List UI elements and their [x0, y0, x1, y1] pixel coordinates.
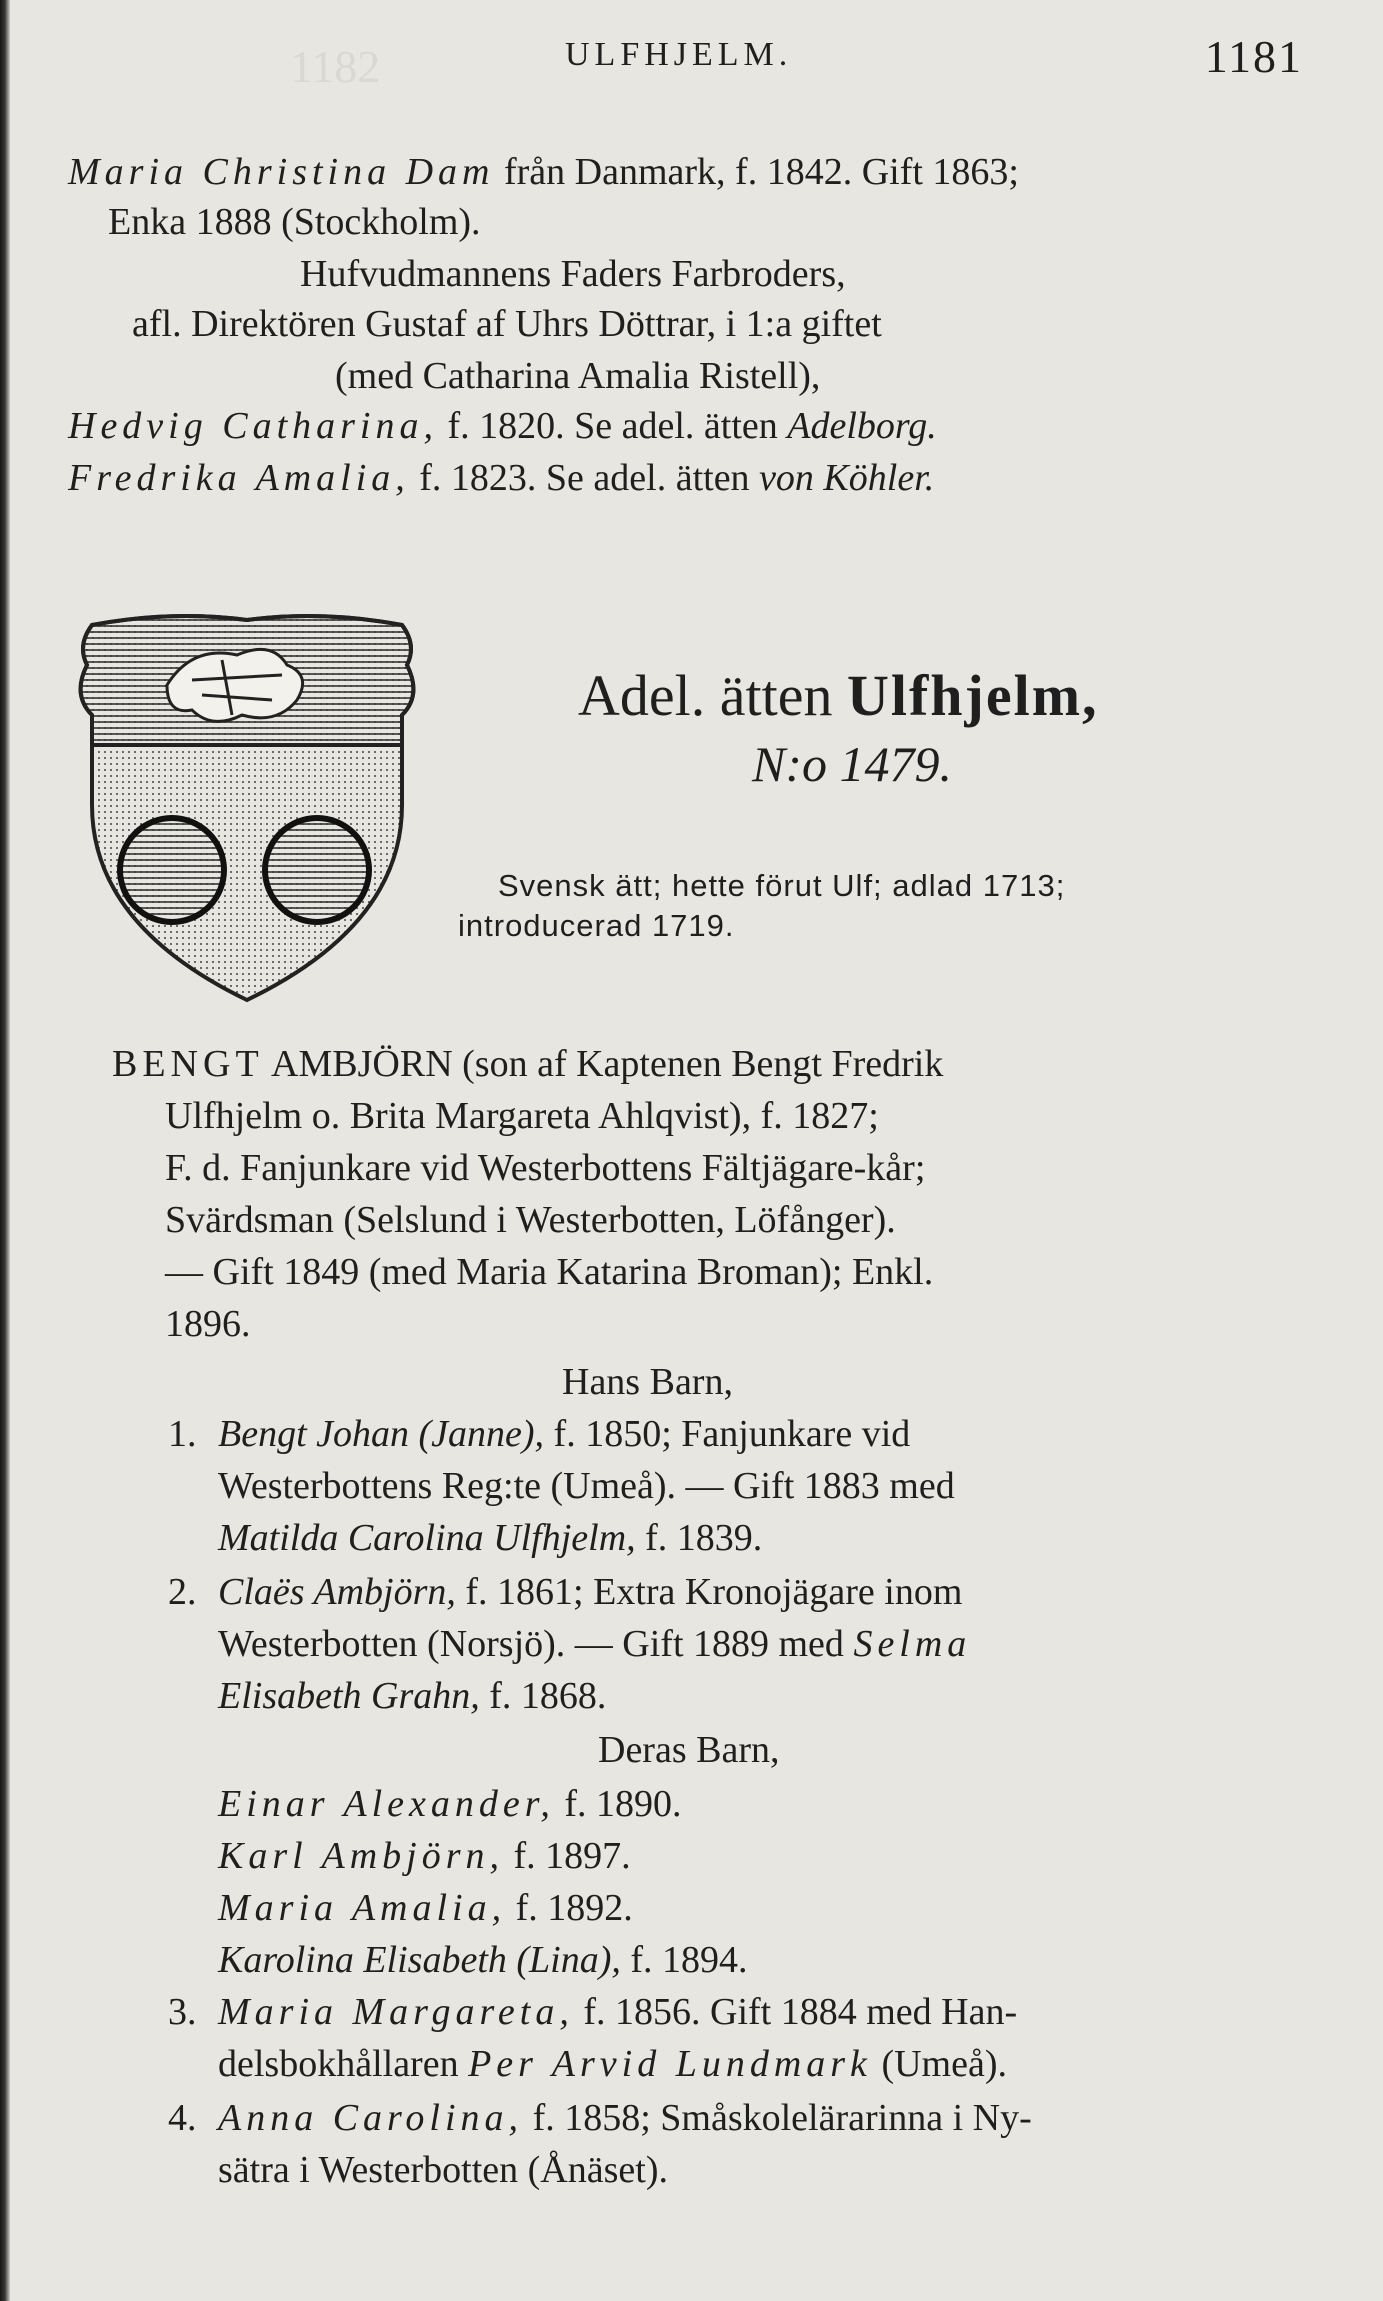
page-number: 1181 [1204, 31, 1303, 82]
child-number: 4. [168, 2097, 197, 2139]
child-number: 2. [168, 1571, 197, 1613]
running-title: ULFHJELM. [565, 36, 793, 73]
top-entry-line-7: Fredrika Amalia, f. 1823. Se adel. ätten von Köhler. [68, 457, 935, 499]
family-description-line-2: introducerad 1719. [458, 908, 735, 943]
grandchild-3: Maria Amalia, f. 1892. [218, 1887, 633, 1929]
top-entry-line-2: Enka 1888 (Stockholm). [108, 201, 481, 243]
top-entry-line-6: Hedvig Catharina, f. 1820. Se adel. ätten Adelborg. [68, 405, 937, 447]
child-number: 1. [168, 1413, 197, 1455]
main-entry-line-4: Svärdsman (Selslund i Westerbotten, Löfånger). [165, 1199, 896, 1241]
family-number: N:o 1479. [752, 736, 952, 792]
main-entry-line-1: BENGT AMBJÖRN (son af Kaptenen Bengt Fredrik [112, 1043, 944, 1085]
child-number: 3. [168, 1991, 197, 2033]
book-spine-shadow [0, 0, 10, 2301]
main-entry-line-5: — Gift 1849 (med Maria Katarina Broman); Enkl. [165, 1251, 934, 1293]
coat-of-arms-icon [72, 605, 422, 1005]
main-entry-line-3: F. d. Fanjunkare vid Westerbottens Fältjägare-kår; [165, 1147, 926, 1189]
child-1-line-3: Matilda Carolina Ulfhjelm, f. 1839. [218, 1517, 763, 1559]
grandchild-4: Karolina Elisabeth (Lina), f. 1894. [218, 1939, 748, 1981]
child-2-line-2: Westerbotten (Norsjö). — Gift 1889 med Selma [218, 1623, 972, 1665]
top-entry-line-3: Hufvudmannens Faders Farbroders, [300, 253, 846, 295]
top-entry-line-5: (med Catharina Amalia Ristell), [335, 355, 821, 397]
main-entry-line-6: 1896. [165, 1303, 251, 1345]
page-header [0, 22, 1383, 82]
grandchild-2: Karl Ambjörn, f. 1897. [218, 1835, 631, 1877]
child-2-line-1: Claës Ambjörn, f. 1861; Extra Kronojägare inom [218, 1571, 963, 1613]
top-entry-line-1: Maria Christina Dam från Danmark, f. 1842. Gift 1863; [68, 151, 1019, 193]
grandchild-1: Einar Alexander, f. 1890. [218, 1783, 682, 1825]
children-heading: Hans Barn, [562, 1361, 733, 1403]
child-4-line-1: Anna Carolina, f. 1858; Småskolelärarinna i Ny- [218, 2097, 1032, 2139]
family-description-line-1: Svensk ätt; hette förut Ulf; adlad 1713; [498, 868, 1066, 903]
bleed-through-page-number: 1182 [290, 41, 381, 92]
child-2-line-3: Elisabeth Grahn, f. 1868. [218, 1675, 607, 1717]
child-1-line-2: Westerbottens Reg:te (Umeå). — Gift 1883 med [218, 1465, 955, 1507]
top-entry-line-4: afl. Direktören Gustaf af Uhrs Döttrar, i 1:a giftet [132, 303, 882, 345]
child-1-line-1: Bengt Johan (Janne), f. 1850; Fanjunkare vid [218, 1413, 911, 1455]
child-4-line-2: sätra i Westerbotten (Ånäset). [218, 2149, 668, 2191]
child-3-line-2: delsbokhållaren Per Arvid Lundmark (Umeå). [218, 2043, 1007, 2085]
child-3-line-1: Maria Margareta, f. 1856. Gift 1884 med Han- [218, 1991, 1018, 2033]
grandchildren-heading: Deras Barn, [598, 1729, 780, 1771]
main-entry-line-2: Ulfhjelm o. Brita Margareta Ahlqvist), f. 1827; [165, 1095, 879, 1137]
family-title: Adel. ätten Ulfhjelm, [578, 663, 1099, 728]
